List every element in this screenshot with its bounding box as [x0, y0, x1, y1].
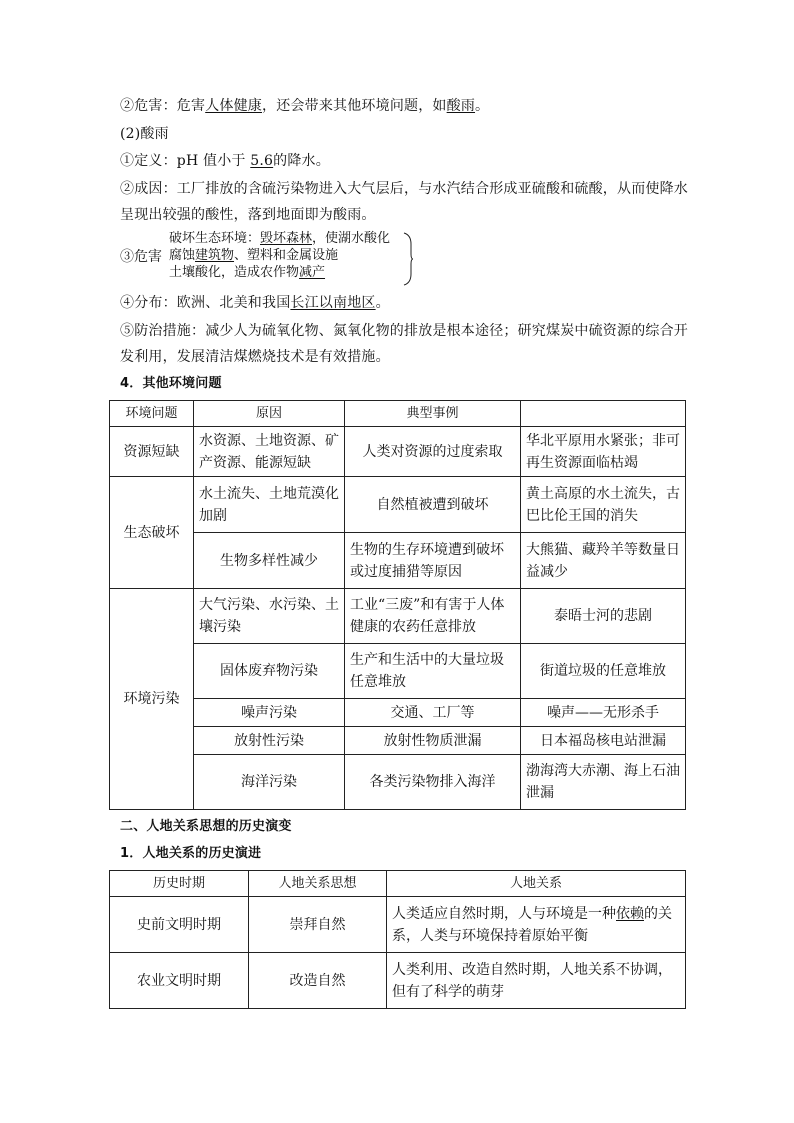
table-row	[110, 533, 686, 589]
table-header: 原因	[194, 401, 345, 427]
table-row	[110, 427, 686, 477]
table-cell: 水土流失、土地荒漠化加剧	[194, 477, 345, 533]
table-cell: 大气污染、水污染、土壤污染	[194, 589, 345, 644]
subsection-title: 1．人地关系的历史演进	[120, 846, 262, 861]
harm-items	[169, 230, 390, 281]
prevention-line-2: 发利用，发展清洁煤燃烧技术是有效措施。	[120, 349, 390, 365]
table-cell: 黄土高原的水土流失，古巴比伦王国的消失	[521, 477, 686, 533]
table-row	[110, 727, 686, 755]
table-header: 历史时期	[110, 871, 249, 897]
underlined-term: 人体健康	[205, 98, 263, 114]
harm-item	[169, 247, 390, 264]
table-row	[110, 477, 686, 533]
table-row	[110, 589, 686, 644]
definition-line	[120, 151, 330, 171]
table-cell: 人类利用、改造自然时期，人地关系不协调，但有了科学的萌芽	[387, 953, 686, 1009]
table-cell: 生产和生活中的大量垃圾任意堆放	[345, 644, 521, 699]
table-cell: 生物多样性减少	[194, 533, 345, 589]
table-cell: 崇拜自然	[249, 897, 387, 953]
right-brace-icon	[402, 232, 414, 286]
table-cell: 放射性污染	[194, 727, 345, 755]
underlined-term: 5.6	[250, 153, 274, 169]
history-table	[109, 870, 686, 1009]
harm-label: ③危害	[120, 249, 162, 265]
table-cell: 海洋污染	[194, 755, 345, 810]
table-cell: 史前文明时期	[110, 897, 249, 953]
table-row	[110, 897, 686, 953]
env-problems-table	[109, 400, 686, 810]
cause-line-1: ②成因：工厂排放的含硫污染物进入大气层后，与水汽结合形成亚硫酸和硫酸，从而使降水	[120, 181, 688, 197]
text: ①定义：pH 值小于	[120, 153, 251, 169]
table-cell: 大熊猫、藏羚羊等数量日益减少	[521, 533, 686, 589]
text: 。	[375, 295, 390, 311]
table-row	[110, 755, 686, 810]
table-cell: 自然植被遭到破坏	[345, 477, 521, 533]
text: ，使湖水酸化	[312, 231, 391, 246]
table-cell	[387, 897, 686, 953]
table-cell: 华北平原用水紧张；非可再生资源面临枯竭	[521, 427, 686, 477]
text: 。	[475, 98, 490, 114]
table-row	[110, 699, 686, 727]
table-cell: 工业“三废”和有害于人体健康的农药任意排放	[345, 589, 521, 644]
underlined-term: 酸雨	[446, 98, 476, 114]
table-cell: 街道垃圾的任意堆放	[521, 644, 686, 699]
text: ②危害：危害	[120, 98, 206, 114]
table-header-row	[110, 401, 686, 427]
text: ，还会带来其他环境问题，如	[262, 98, 447, 114]
table-header	[521, 401, 686, 427]
table-cell: 日本福岛核电站泄漏	[521, 727, 686, 755]
table-cell: 水资源、土地资源、矿产资源、能源短缺	[194, 427, 345, 477]
underlined-term: 毁坏森林	[260, 231, 313, 246]
section-title: 4．其他环境问题	[120, 376, 222, 391]
text: 腐蚀	[169, 248, 196, 263]
table-cell: 交通、工厂等	[345, 699, 521, 727]
distribution-line	[120, 293, 390, 313]
table-cell: 生物的生存环境遭到破坏或过度捕猎等原因	[345, 533, 521, 589]
underlined-term: 依赖	[616, 905, 644, 922]
table-cell: 人类对资源的过度索取	[345, 427, 521, 477]
table-cell: 噪声——无形杀手	[521, 699, 686, 727]
group-cell: 生态破坏	[110, 477, 194, 589]
table-cell: 泰晤士河的悲剧	[521, 589, 686, 644]
table-header: 人地关系	[387, 871, 686, 897]
text: 人类适应自然时期，人与环境是一种	[392, 905, 616, 922]
text: ④分布：欧洲、北美和我国	[120, 295, 291, 311]
table-cell: 农业文明时期	[110, 953, 249, 1009]
table-cell: 改造自然	[249, 953, 387, 1009]
table-header: 环境问题	[110, 401, 194, 427]
table-header: 典型事例	[345, 401, 521, 427]
table-cell: 放射性物质泄漏	[345, 727, 521, 755]
text: 土壤酸化，造成农作物	[169, 265, 300, 280]
underlined-term: 长江以南地区	[290, 295, 376, 311]
prevention-line-1: ⑤防治措施：减少人为硫氧化物、氮氧化物的排放是根本途径；研究煤炭中硫资源的综合开	[120, 323, 688, 339]
table-cell: 固体废弃物污染	[194, 644, 345, 699]
underlined-term: 建筑物	[195, 248, 235, 263]
text: 破坏生态环境：	[169, 231, 261, 246]
acid-harm-line	[120, 96, 489, 116]
underlined-term: 减产	[299, 265, 326, 280]
group-cell: 环境污染	[110, 589, 194, 810]
harm-item	[169, 264, 390, 281]
table-cell: 渤海湾大赤潮、海上石油泄漏	[521, 755, 686, 810]
cause-line-2: 呈现出较强的酸性，落到地面即为酸雨。	[120, 207, 376, 223]
harm-block	[120, 230, 420, 285]
acid-rain-heading: (2)酸雨	[120, 126, 169, 142]
table-cell: 各类污染物排入海洋	[345, 755, 521, 810]
text: 、塑料和金属设施	[234, 248, 339, 263]
harm-item	[169, 230, 390, 247]
section-title: 二、人地关系思想的历史演变	[120, 819, 292, 834]
group-cell: 资源短缺	[110, 427, 194, 477]
table-header: 人地关系思想	[249, 871, 387, 897]
table-row	[110, 644, 686, 699]
table-row	[110, 953, 686, 1009]
text: 的关系，人类与环境保持着原始平衡	[392, 905, 672, 944]
table-cell: 噪声污染	[194, 699, 345, 727]
text: 的降水。	[273, 153, 330, 169]
table-header-row	[110, 871, 686, 897]
